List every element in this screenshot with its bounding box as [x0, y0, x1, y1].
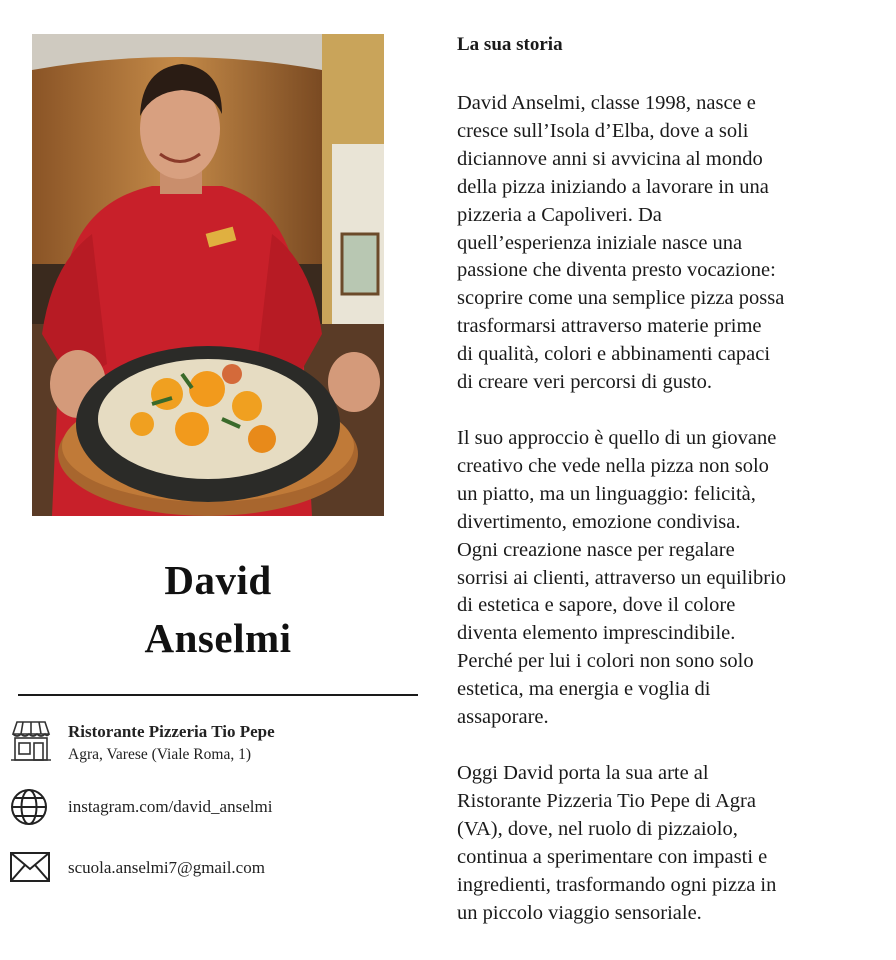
story-line: Oggi David porta la sua arte al	[457, 762, 709, 784]
story-line: un piatto, ma un linguaggio: felicità,	[457, 482, 756, 505]
restaurant-icon	[9, 718, 49, 758]
story-line: un piccolo viaggio sensoriale.	[457, 901, 702, 924]
story-line: ingredienti, trasformando ogni pizza in	[457, 873, 777, 896]
mail-icon	[9, 850, 49, 890]
story-line: della pizza iniziando a lavorare in una	[457, 175, 769, 198]
instagram-link[interactable]: instagram.com/david_anselmi	[68, 797, 273, 816]
last-name: Anselmi	[144, 615, 292, 661]
story-heading: La sua storia	[457, 34, 563, 55]
story-line: trasformarsi attraverso materie prime	[457, 315, 762, 338]
story-line: David Anselmi, classe 1998, nasce e	[457, 92, 756, 114]
email-link[interactable]: scuola.anselmi7@gmail.com	[68, 858, 265, 877]
globe-icon	[9, 787, 49, 827]
story-line: Ristorante Pizzeria Tio Pepe di Agra	[457, 789, 756, 812]
story-line: quell’esperienza iniziale nasce una	[457, 231, 743, 254]
story-line: estetica, ma energia e voglia di	[457, 678, 711, 701]
story-line: passione che diventa presto vocazione:	[457, 259, 776, 282]
first-name: David	[164, 557, 272, 603]
story-line: sorrisi ai clienti, attraverso un equilibrio	[457, 566, 787, 589]
chef-photo	[32, 34, 384, 516]
story-paragraph-2	[457, 425, 893, 732]
story-line: scoprire come una semplice pizza possa	[457, 287, 785, 310]
story-line: cresce sull’Isola d’Elba, dove a soli	[457, 119, 749, 142]
story-line: diventa elemento imprescindibile.	[457, 622, 736, 645]
story-line: diciannove anni si avvicina al mondo	[457, 147, 763, 170]
story-line: assaporare.	[457, 706, 549, 729]
story-line: divertimento, emozione condivisa.	[457, 510, 741, 533]
story-line: Perché per lui i colori non sono solo	[457, 650, 754, 673]
story-line: di qualità, colori e abbinamenti capaci	[457, 343, 771, 366]
story-line: Il suo approccio è quello di un giovane	[457, 427, 777, 449]
story-line: continua a sperimentare con impasti e	[457, 845, 768, 868]
story-line: Ogni creazione nasce per regalare	[457, 538, 735, 561]
story-line: (VA), dove, nel ruolo di pizzaiolo,	[457, 817, 738, 840]
story-line: di creare veri percorsi di gusto.	[457, 371, 713, 394]
story-line: di estetica e sapore, dove il colore	[457, 594, 736, 617]
chef-photo-illustration	[32, 34, 384, 516]
story-paragraph-3	[457, 760, 893, 927]
story-line: pizzeria a Capoliveri. Da	[457, 203, 662, 226]
story-paragraph-1	[457, 90, 893, 397]
restaurant-address: Agra, Varese (Viale Roma, 1)	[68, 746, 251, 763]
story-line: creativo che vede nella pizza non solo	[457, 454, 769, 477]
divider	[18, 694, 418, 696]
restaurant-name: Ristorante Pizzeria Tio Pepe	[68, 722, 275, 741]
